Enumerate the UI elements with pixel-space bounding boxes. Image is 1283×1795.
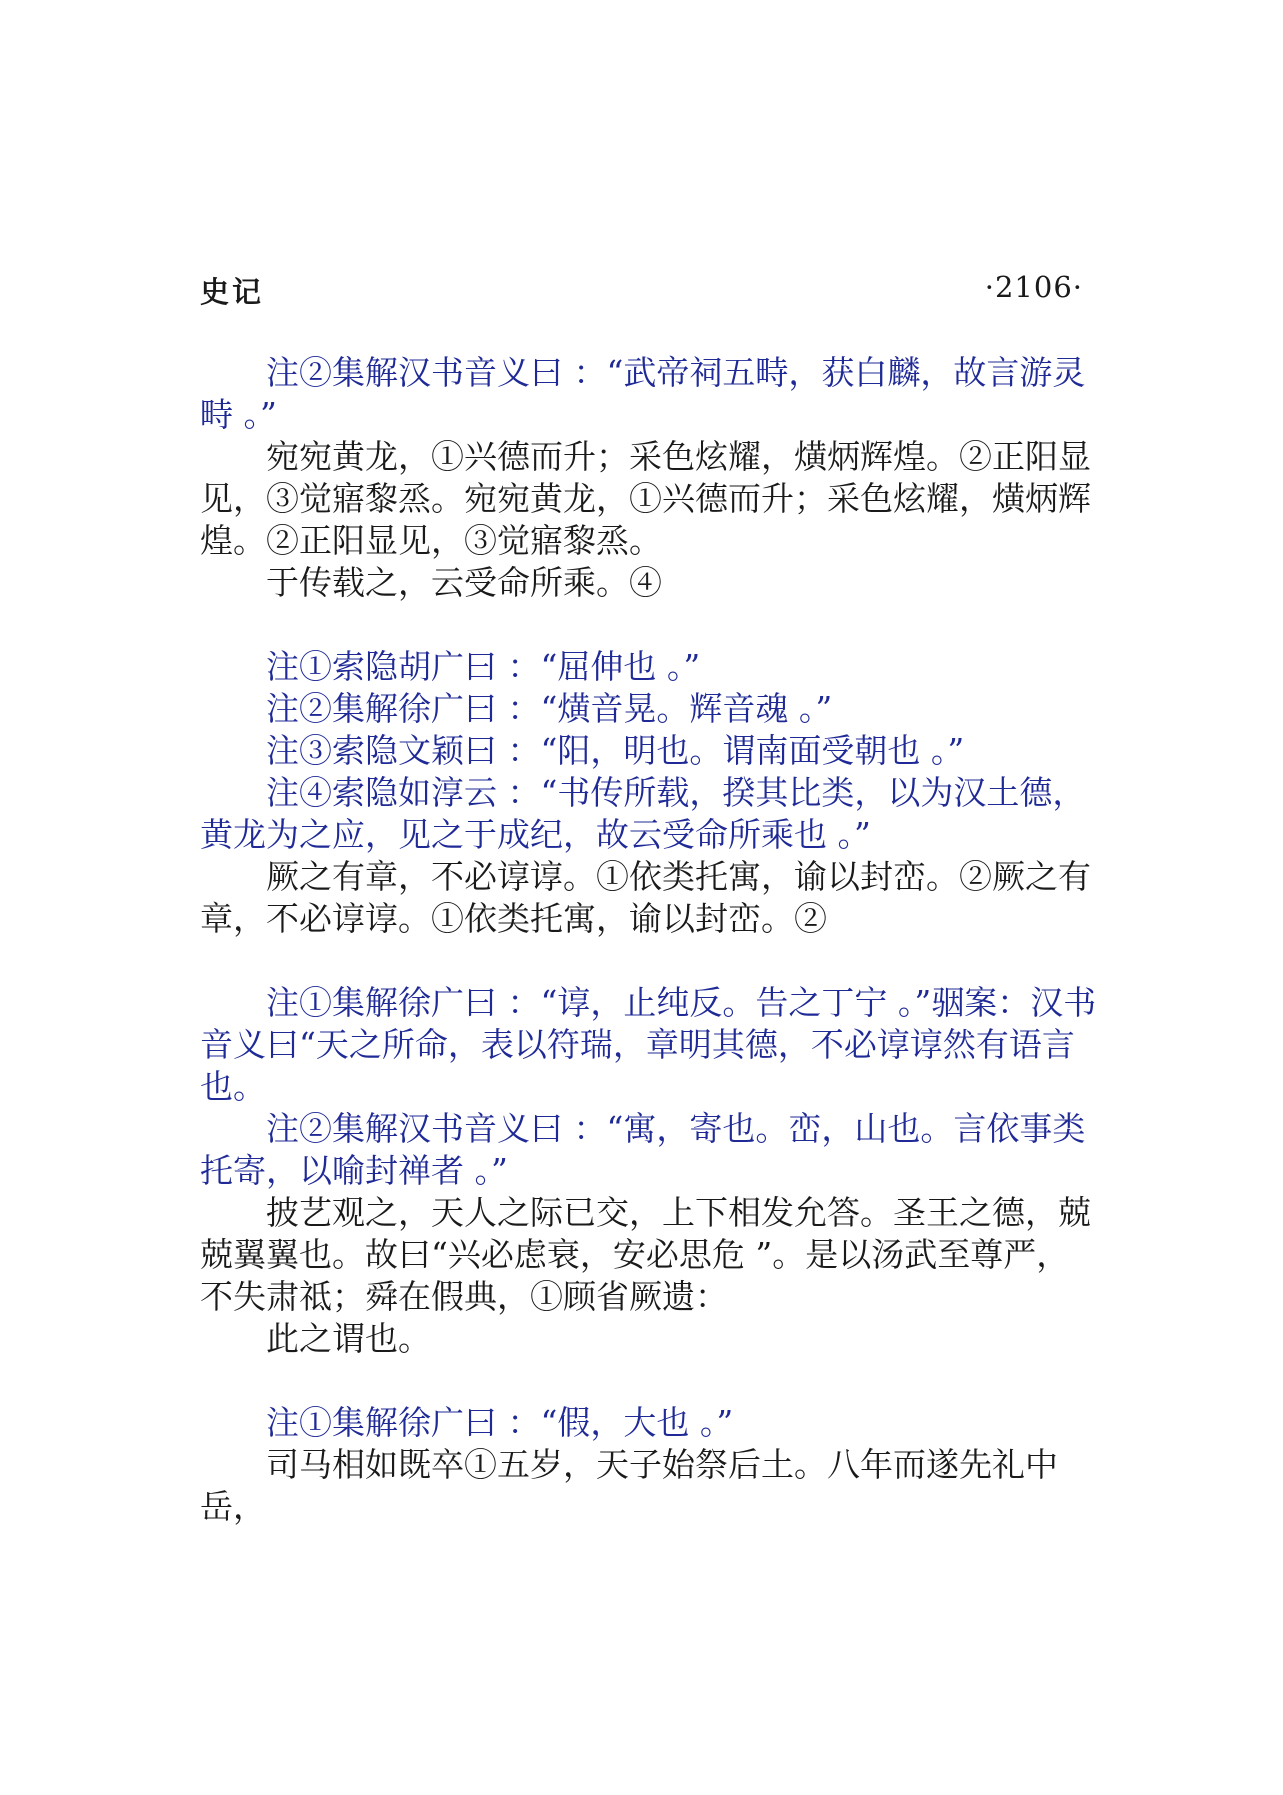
main-text-paragraph: 于传载之，云受命所乘。④ [266, 563, 662, 602]
paragraph-gap [200, 604, 1100, 646]
main-text-paragraph: 披艺观之，天人之际已交，上下相发允答。圣王之德，兢兢翼翼也。故曰“兴必虑衰，安必思危 ”。是以汤武至尊严，不失肃祗；舜在假典，①顾省厥遗： [200, 1193, 1091, 1316]
annotation-paragraph: 注②集解汉书音义曰 ：“武帝祠五畤，获白麟，故言游灵畤 。” [200, 353, 1086, 434]
main-text-paragraph: 宛宛黄龙，①兴德而升；采色炫耀，熿炳辉煌。②正阳显见，③觉寤黎烝。宛宛黄龙，①兴德而升；采色炫耀，熿炳辉煌。②正阳显见，③觉寤黎烝。 [200, 437, 1091, 560]
annotation-paragraph: 注②集解徐广曰 ：“熿音晃。辉音魂 。” [266, 689, 833, 728]
book-title: 史记 [200, 275, 265, 309]
page-header [200, 270, 1083, 310]
annotation-paragraph: 注④索隐如淳云 ：“书传所载，揆其比类，以为汉土德，黄龙为之应，见之于成纪，故云受命所乘也 。” [200, 773, 1086, 854]
main-text-paragraph: 司马相如既卒①五岁，天子始祭后土。八年而遂先礼中岳， [200, 1445, 1058, 1526]
page-number: ·2106· [984, 270, 1083, 304]
annotation-paragraph: 注②集解汉书音义曰 ：“寓，寄也。峦，山也。言依事类托寄，以喻封禅者 。” [200, 1109, 1086, 1190]
paragraph-gap [200, 1360, 1100, 1402]
annotation-paragraph: 注①集解徐广曰 ：“假，大也 。” [266, 1403, 734, 1442]
body-text [200, 352, 1100, 1528]
annotation-paragraph: 注③索隐文颖曰 ：“阳，明也。谓南面受朝也 。” [266, 731, 965, 770]
annotation-paragraph: 注①索隐胡广曰 ：“屈伸也 。” [266, 647, 701, 686]
main-text-paragraph: 此之谓也。 [266, 1319, 431, 1358]
paragraph-gap [200, 940, 1100, 982]
annotation-paragraph: 注①集解徐广曰 ：“谆，止纯反。告之丁宁 。”骃案：汉书音义曰“天之所命，表以符瑞，章明其德，不必谆谆然有语言也。 [200, 983, 1097, 1106]
main-text-paragraph: 厥之有章，不必谆谆。①依类托寓，谕以封峦。②厥之有章，不必谆谆。①依类托寓，谕以封峦。② [200, 857, 1091, 938]
